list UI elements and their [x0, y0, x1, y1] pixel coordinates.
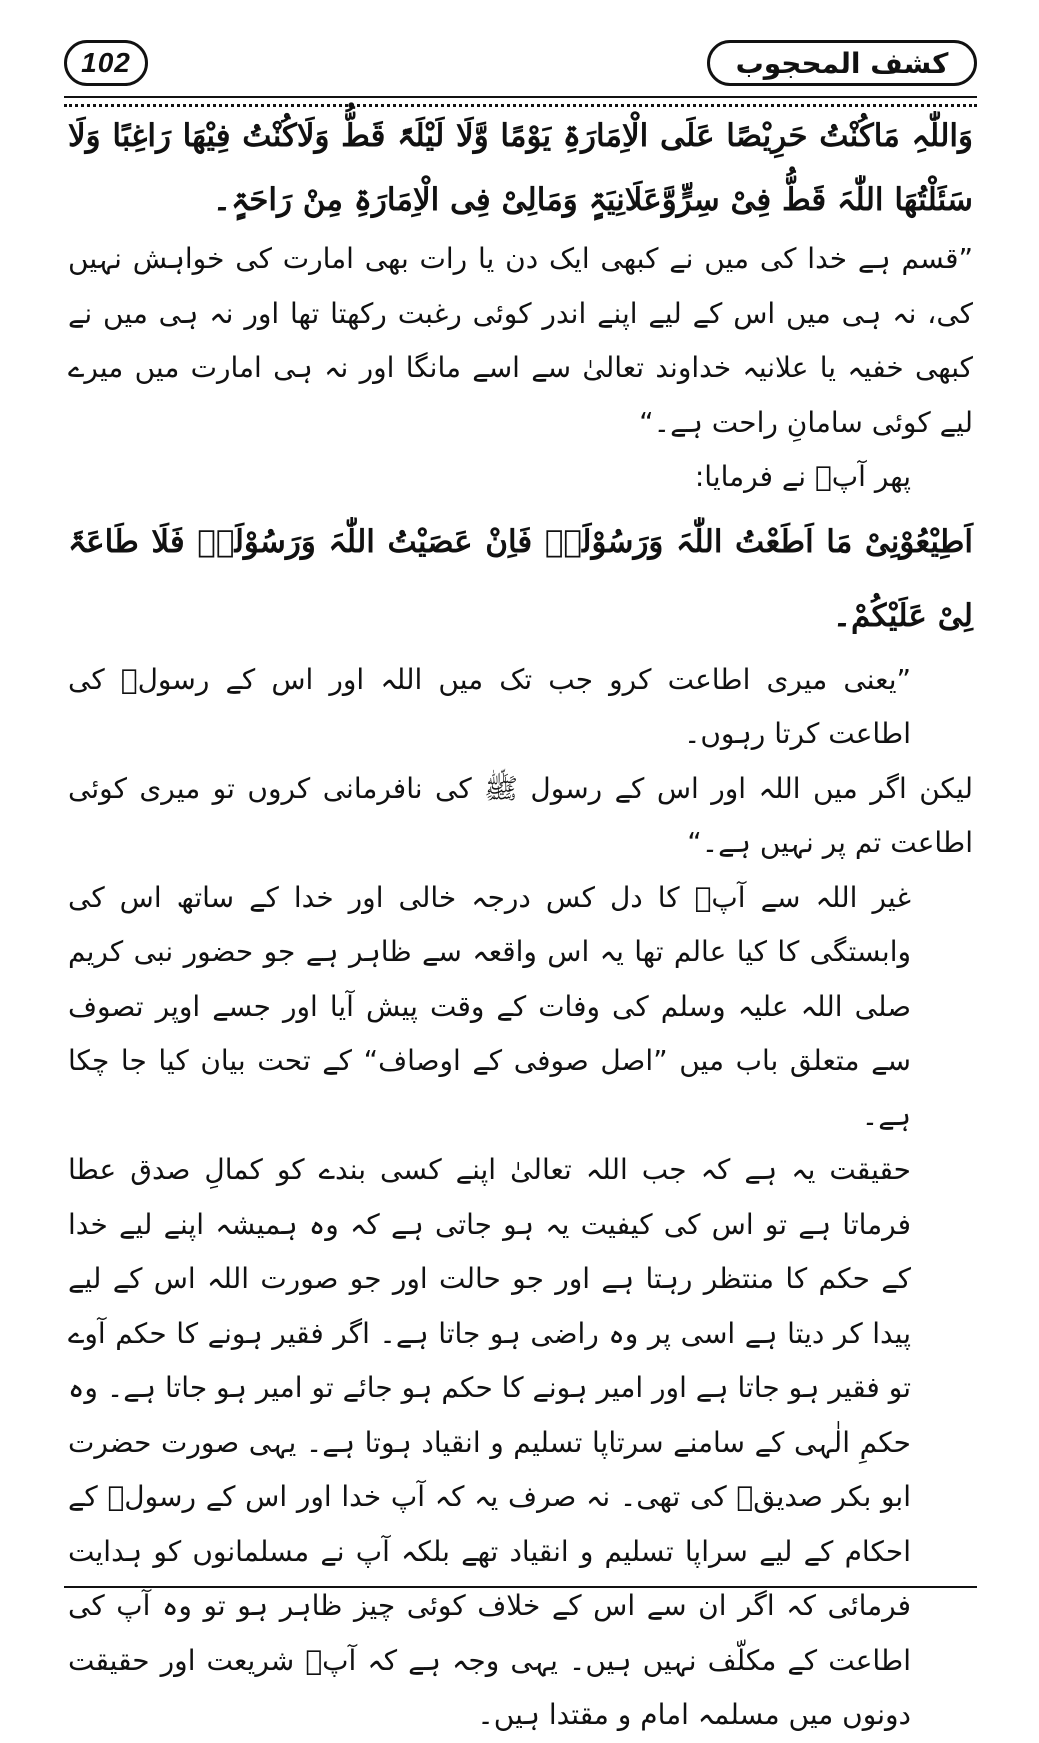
- page-body: [68, 104, 973, 1743]
- arabic-quote-2: اَطِیْعُوْنِیْ مَا اَطَعْتُ اللّٰہَ وَرَسُوْلَہٗ فَاِنْ عَصَیْتُ اللّٰہَ وَرَسُوْلَہٗ فَلَا طَاعَۃَ لِیْ عَلَیْکُمْ۔: [68, 523, 973, 634]
- page-number: 102: [64, 40, 148, 86]
- footer-divider: [64, 1586, 977, 1588]
- paragraph-1: غیر اللہ سے آپؓ کا دل کس درجہ خالی اور خدا کے ساتھ اس کی وابستگی کا کیا عالم تھا یہ اس واقعہ سے ظاہر ہے جو حضور نبی کریم صلی اللہ علیہ وسلم کی وفات کے وقت پیش آیا اور جسے اوپر تصوف سے متعلق باب میں ”اصل صوفی کے اوصاف“ کے تحت بیان کیا جا چکا ہے۔: [68, 880, 911, 1132]
- urdu-translation-2-line-1: ”یعنی میری اطاعت کرو جب تک میں اللہ اور اس کے رسولؐ کی اطاعت کرتا رہوں۔: [68, 662, 911, 750]
- urdu-translation-2-line-2: لیکن اگر میں اللہ اور اس کے رسول ﷺ کی نافرمانی کروں تو میری کوئی اطاعت تم پر نہیں ہے۔“: [68, 771, 973, 859]
- arabic-quote-1: وَاللّٰہِ مَاکُنْتُ حَرِیْصًا عَلَی الْاِمَارَۃِ یَوْمًا وَّلَا لَیْلَۃً قَطُّ وَلَاکُنْتُ فِیْھَا رَاغِبًا وَلَا سَئَلْتُھَا اللّٰہَ قَطُّ فِیْ سِرٍّوَّعَلَانِیَۃٍ وَمَالِیْ فِی الْاِمَارَۃِ مِنْ رَاحَۃٍ۔: [68, 118, 973, 218]
- paragraph-2: حقیقت یہ ہے کہ جب اللہ تعالیٰ اپنے کسی بندے کو کمالِ صدق عطا فرماتا ہے تو اس کی کیفیت یہ ہو جاتی ہے کہ وہ ہمیشہ اپنے لیے خدا کے حکم کا منتظر رہتا ہے اور جو حالت اور جو صورت اللہ اس کے لیے پیدا کر دیتا ہے اسی پر وہ راضی ہو جاتا ہے۔ اگر فقیر ہونے کا حکم آوے تو فقیر ہو جاتا ہے اور امیر ہونے کا حکم ہو جائے تو امیر ہو جاتا ہے۔ وہ حکمِ الٰہی کے سامنے سرتاپا تسلیم و انقیاد ہوتا ہے۔ یہی صورت حضرت ابو بکر صدیقؓ کی تھی۔ نہ صرف یہ کہ آپ خدا اور اس کے رسولؐ کے احکام کے لیے سراپا تسلیم و انقیاد تھے بلکہ آپ نے مسلمانوں کو ہدایت فرمائی کہ اگر ان سے اس کے خلاف کوئی چیز ظاہر ہو تو وہ آپ کی اطاعت کے مکلّف نہیں ہیں۔ یہی وجہ ہے کہ آپؓ شریعت اور حقیقت دونوں میں مسلمہ امام و مقتدا ہیں۔: [68, 1153, 911, 1731]
- book-title: کشف المحجوب: [707, 40, 977, 86]
- then-he-said: پھر آپؓ نے فرمایا:: [694, 460, 911, 493]
- urdu-translation-1: ”قسم ہے خدا کی میں نے کبھی ایک دن یا رات بھی امارت کی خواہش نہیں کی، نہ ہی میں اس کے لیے اپنے اندر کوئی رغبت رکھتا تھا اور نہ ہی میں نے کبھی خفیہ یا علانیہ خداوند تعالیٰ سے اسے مانگا اور نہ ہی امارت میں میرے لیے کوئی سامانِ راحت ہے۔“: [68, 242, 973, 439]
